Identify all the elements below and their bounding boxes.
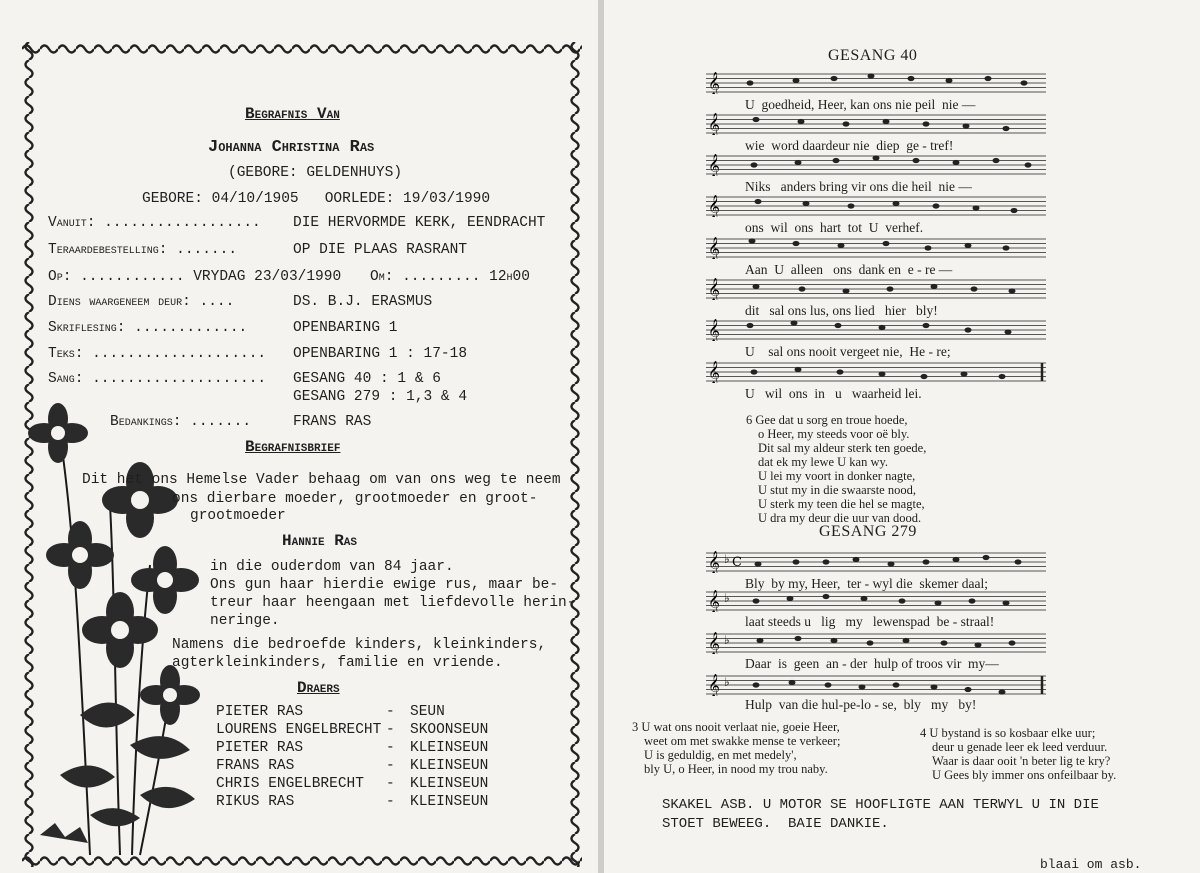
row-label: Sang: .................... xyxy=(48,371,267,387)
pallbearer-name: CHRIS ENGELBRECHT xyxy=(216,776,364,792)
row-value: GESANG 279 : 1,3 & 4 xyxy=(293,389,468,405)
brief-line: Dit het ons Hemelse Vader behaag om van ons weg te neem xyxy=(82,472,561,488)
music-staff xyxy=(706,113,1046,135)
brief-line: neringe. xyxy=(210,613,280,629)
svg-text:𝄞: 𝄞 xyxy=(708,674,720,696)
heading-draers: Draers xyxy=(297,679,340,697)
svg-text:𝄞: 𝄞 xyxy=(708,237,720,259)
turn-over-note: blaai om asb. xyxy=(1040,857,1142,872)
lyric-line: laat steeds u lig my lewenspad be - straal! xyxy=(745,614,995,629)
verse-line: 3 U wat ons nooit verlaat nie, goeie Heer, xyxy=(632,720,840,734)
music-staff xyxy=(706,154,1046,176)
lyric-line: U wil ons in u waarheid lei. xyxy=(745,386,922,401)
pallbearer-dash: - xyxy=(386,776,395,792)
hymn-title-gesang-279: GESANG 279 xyxy=(819,523,917,540)
verse-line: 4 U bystand is so kosbaar elke uur; xyxy=(920,726,1096,740)
brief-line: grootmoeder xyxy=(190,508,286,524)
music-staff xyxy=(706,278,1046,300)
row-value: GESANG 40 : 1 & 6 xyxy=(293,371,441,387)
lyric-line: Aan U alleen ons dank en e - re — xyxy=(745,262,953,277)
svg-text:♭: ♭ xyxy=(724,633,730,647)
row-label: Teraardebestelling: ....... xyxy=(48,242,238,258)
brief-line: Ons gun haar hierdie ewige rus, maar be- xyxy=(210,577,559,593)
lyric-line: dit sal ons lus, ons lied hier bly! xyxy=(745,303,938,318)
deceased-name: Johanna Christina Ras xyxy=(208,138,375,157)
pallbearer-name: PIETER RAS xyxy=(216,704,304,720)
headlights-notice: SKAKEL ASB. U MOTOR SE HOOFLIGTE AAN TERWYL U IN DIE xyxy=(662,797,1099,813)
svg-text:𝄞: 𝄞 xyxy=(708,361,720,383)
music-staff xyxy=(706,72,1046,94)
row-value: OPENBARING 1 xyxy=(293,320,398,336)
heading-begrafnis: Begrafnis Van xyxy=(245,105,340,123)
flower-illustration xyxy=(20,395,230,865)
row-value: DS. B.J. ERASMUS xyxy=(293,294,433,310)
row-value: DIE HERVORMDE KERK, EENDRACHT xyxy=(293,215,546,231)
svg-text:𝄞: 𝄞 xyxy=(708,72,720,94)
svg-text:𝄞: 𝄞 xyxy=(708,590,720,612)
svg-text:♭: ♭ xyxy=(724,552,730,566)
music-staff xyxy=(706,590,1046,612)
brief-line: treur haar heengaan met liefdevolle herin- xyxy=(210,595,576,611)
row-label: Vanuit: .................. xyxy=(48,215,261,231)
maiden-name: (GEBORE: GELDENHUYS) xyxy=(228,165,403,181)
music-staff xyxy=(706,674,1046,696)
lyric-line: wie word daardeur nie diep ge - tref! xyxy=(745,138,954,153)
verse-line: Dit sal my aldeur sterk ten goede, xyxy=(758,441,927,455)
pallbearer-role: SEUN xyxy=(410,704,445,720)
verse-line: U dra my deur die uur van dood. xyxy=(758,511,922,525)
birth-death-dates: GEBORE: 04/10/1905 OORLEDE: 19/03/1990 xyxy=(142,191,491,207)
svg-text:𝄞: 𝄞 xyxy=(708,113,720,135)
svg-text:C: C xyxy=(732,555,742,570)
lyric-line: ons wil ons hart tot U verhef. xyxy=(745,220,924,235)
music-staff xyxy=(706,237,1046,259)
verse-line: weet om met swakke mense te verkeer; xyxy=(644,734,841,748)
verse-line: U stut my in die swaarste nood, xyxy=(758,483,916,497)
svg-text:𝄞: 𝄞 xyxy=(708,632,720,654)
music-staff xyxy=(706,551,1046,573)
lyric-line: U sal ons nooit vergeet nie, He - re; xyxy=(745,344,951,359)
hymn-title-gesang-40: GESANG 40 xyxy=(828,47,918,64)
pallbearer-name: FRANS RAS xyxy=(216,758,295,774)
pallbearer-dash: - xyxy=(386,758,395,774)
pallbearer-dash: - xyxy=(386,740,395,756)
headlights-notice: STOET BEWEEG. BAIE DANKIE. xyxy=(662,816,889,832)
verse-line: o Heer, my steeds voor oë bly. xyxy=(758,427,910,441)
pallbearer-role: KLEINSEUN xyxy=(410,794,489,810)
row-label: Op: ............ VRYDAG 23/03/1990 xyxy=(48,269,342,285)
pallbearer-role: KLEINSEUN xyxy=(410,776,489,792)
row-label: Skriflesing: ............. xyxy=(48,320,248,336)
pallbearer-role: SKOONSEUN xyxy=(410,722,489,738)
heading-begrafnisbrief: Begrafnisbrief xyxy=(245,438,341,456)
verse-line: deur u genade leer ek leed verduur. xyxy=(932,740,1108,754)
row-value: OP DIE PLAAS RASRANT xyxy=(293,242,468,258)
brief-line: in die ouderdom van 84 jaar. xyxy=(210,559,454,575)
verse-line: U is geduldig, en met medely', xyxy=(644,748,797,762)
lyric-line: Daar is geen an - der hulp of troos vir my— xyxy=(745,656,999,671)
pallbearer-dash: - xyxy=(386,722,395,738)
namens-line: Namens die bedroefde kinders, kleinkinders, xyxy=(172,637,547,653)
svg-text:𝄞: 𝄞 xyxy=(708,551,720,573)
verse-line: U sterk my teen die hel se magte, xyxy=(758,497,925,511)
music-staff xyxy=(706,319,1046,341)
pallbearer-role: KLEINSEUN xyxy=(410,758,489,774)
svg-text:𝄞: 𝄞 xyxy=(708,154,720,176)
row-value: FRANS RAS xyxy=(293,414,372,430)
verse-line: U Gees bly immer ons onfeilbaar by. xyxy=(932,768,1117,782)
row-label: Bedankings: ....... xyxy=(110,414,252,430)
row-label: Diens waargeneem deur: .... xyxy=(48,294,235,310)
svg-text:♭: ♭ xyxy=(724,591,730,605)
verse-line: bly U, o Heer, in nood my trou naby. xyxy=(644,762,828,776)
lyric-line: Hulp van die hul-pe-lo - se, bly my by! xyxy=(745,697,977,712)
verse-line: Waar is daar ooit 'n beter lig te kry? xyxy=(932,754,1111,768)
pallbearer-dash: - xyxy=(386,794,395,810)
verse-line: dat ek my lewe U kan wy. xyxy=(758,455,889,469)
lyric-line: Niks anders bring vir ons die heil nie — xyxy=(745,179,972,194)
lyric-line: U goedheid, Heer, kan ons nie peil nie — xyxy=(745,97,976,112)
music-staff xyxy=(706,361,1046,383)
left-page xyxy=(0,0,598,873)
lyric-line: Bly by my, Heer, ter - wyl die skemer daal; xyxy=(745,576,989,591)
namens-line: agterkleinkinders, familie en vriende. xyxy=(172,655,503,671)
row-value: Om: ......... 12h00 xyxy=(370,269,530,285)
pallbearer-name: PIETER RAS xyxy=(216,740,304,756)
music-staff xyxy=(706,195,1046,217)
svg-text:♭: ♭ xyxy=(724,675,730,689)
row-label: Teks: .................... xyxy=(48,346,267,362)
verse-line: U lei my voort in donker nagte, xyxy=(758,469,916,483)
verse-line: 6 Gee dat u sorg en troue hoede, xyxy=(746,413,908,427)
row-value: OPENBARING 1 : 17-18 xyxy=(293,346,468,362)
music-staff xyxy=(706,632,1046,654)
pallbearer-name: RIKUS RAS xyxy=(216,794,295,810)
svg-text:𝄞: 𝄞 xyxy=(708,195,720,217)
svg-text:𝄞: 𝄞 xyxy=(708,319,720,341)
pallbearer-role: KLEINSEUN xyxy=(410,740,489,756)
brief-name: Hannie Ras xyxy=(282,532,358,550)
pallbearer-name: LOURENS ENGELBRECHT xyxy=(216,722,382,738)
pallbearer-dash: - xyxy=(386,704,395,720)
svg-text:𝄞: 𝄞 xyxy=(708,278,720,300)
brief-line: ons dierbare moeder, grootmoeder en groot- xyxy=(172,491,538,507)
